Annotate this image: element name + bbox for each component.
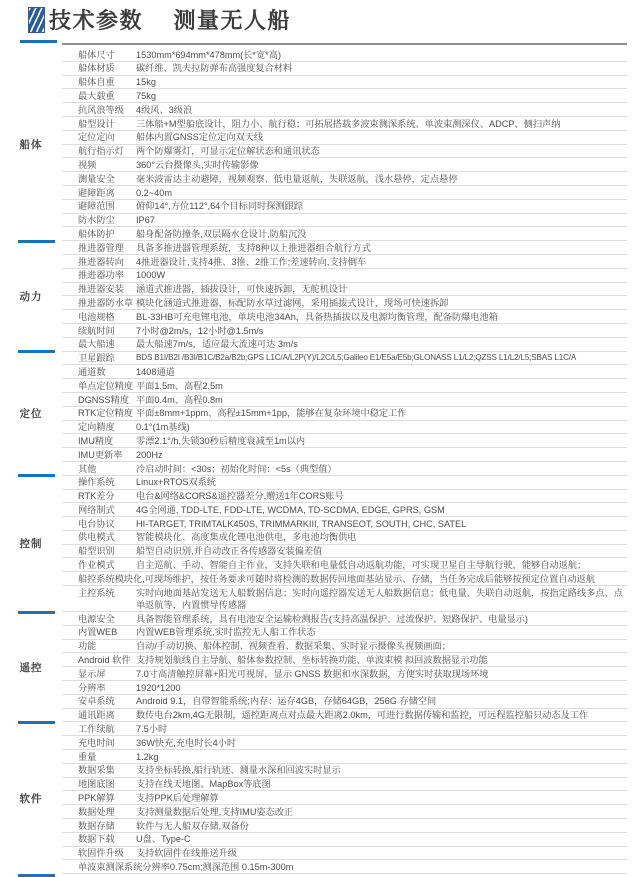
row-label: 工作续航	[78, 724, 115, 735]
table-row	[62, 338, 627, 352]
row-label: 视频	[78, 159, 97, 170]
table-row	[62, 352, 627, 366]
row-label: 推进器防水草	[78, 297, 134, 308]
row-label: 显示屏	[78, 668, 106, 679]
row-value: 平面0.4m、高程0.8m	[136, 394, 223, 405]
table-row	[62, 517, 627, 531]
row-value: 36W快充,充电时长4小时	[136, 737, 237, 748]
row-label: 充电时间	[78, 737, 115, 748]
row-value: 1.2kg	[136, 751, 159, 762]
table-row	[62, 722, 627, 736]
title-row	[49, 4, 291, 35]
row-label: 续航时间	[78, 325, 115, 336]
section-rows	[62, 352, 627, 476]
section-software	[0, 722, 634, 874]
row-value: 可现场维护，按任务要求可随时将检测的数据传回地面基站显示、存储，当任务完成后能够按预定位置自动返航	[144, 573, 596, 584]
row-label: 通道数	[78, 366, 106, 377]
row-label: 电池规格	[78, 311, 115, 322]
row-label: 船体防护	[78, 228, 115, 239]
table-row	[62, 227, 627, 241]
table-row	[62, 172, 627, 186]
row-label: 防水防尘	[78, 215, 115, 226]
section-label: 动力	[19, 290, 43, 303]
section-rows	[62, 241, 627, 351]
row-value: 200Hz	[136, 449, 163, 460]
table-row	[62, 626, 627, 640]
row-value: 三体船+M型船底设计，阻力小、航行稳；可拓展搭载多波束测深系统、单波束测深仪、ADCP、侧扫声纳	[136, 118, 561, 129]
section-side-column	[0, 352, 62, 476]
section-side-column	[0, 612, 62, 722]
row-label: IMU更新率	[78, 449, 123, 460]
row-value: 支持软固件在线推送升级	[136, 848, 238, 859]
row-label: 定向精度	[78, 422, 115, 433]
row-label: 船体自重	[78, 77, 115, 88]
table-row	[62, 681, 627, 695]
table-row	[62, 145, 627, 159]
row-value: 分辨率0.75cm;测深范围 0.15m-300m	[142, 862, 294, 873]
section-label: 遥控	[19, 661, 43, 674]
row-label: 通讯距离	[78, 710, 115, 721]
section-remote-control	[0, 612, 634, 722]
row-label: RTK定位精度	[78, 408, 133, 419]
row-value: 7.5小时	[136, 724, 168, 735]
row-label: 最大载重	[78, 90, 115, 101]
row-value: 自主巡航、手动、智能自主作业，支持失联和电量低自动返航功能，可实现卫星自主导航行驶，能够自动返航；	[136, 560, 587, 571]
row-label: 网络制式	[78, 504, 115, 515]
section-rows	[62, 722, 627, 874]
table-row	[62, 103, 627, 117]
row-value: 0.2~40m	[136, 187, 173, 198]
row-label: 软固件升级	[78, 848, 124, 859]
row-value: 毫米波雷达主动避障，视频观察、低电量返航，失联返航，浅水悬停，定点悬停	[136, 173, 458, 184]
row-label: DGNSS精度	[78, 394, 130, 405]
section-label: 船体	[19, 139, 43, 152]
row-value: 75kg	[136, 90, 156, 101]
page-subtitle: 测量无人船	[173, 8, 291, 33]
row-label: 避障距离	[78, 187, 115, 198]
table-row	[62, 89, 627, 103]
table-row	[62, 241, 627, 255]
row-value: 7小时@2m/s，12小时@1.5m/s	[136, 325, 264, 336]
section-side-column	[0, 722, 62, 874]
row-label: 数据采集	[78, 765, 115, 776]
spec-table	[0, 48, 634, 877]
row-label: 推进器功率	[78, 270, 124, 281]
table-row	[62, 448, 627, 462]
table-row	[62, 612, 627, 626]
row-label: 测量安全	[78, 173, 115, 184]
row-value: 7.0寸高清触控屏幕+阳光可视屏，显示 GNSS 数据和水深数据，方便实时获取现场环境	[136, 668, 489, 679]
row-value: 具备多推进器管理系统，支持8种以上推进器组合航行方式	[136, 242, 371, 253]
table-row	[62, 545, 627, 559]
row-value: 1000W	[136, 270, 166, 281]
row-label: 作业模式	[78, 560, 115, 571]
table-row	[62, 476, 627, 490]
row-value: 软件与无人船双存储,双备份	[136, 820, 249, 831]
logo-underline-bar	[20, 40, 57, 43]
row-value: 船身配备防撞条,双层隔水仓设计,防船沉没	[136, 228, 307, 239]
table-row	[62, 186, 627, 200]
section-power	[0, 241, 634, 351]
row-value: 碳纤维、凯夫拉防弹布高强度复合材料	[136, 63, 293, 74]
table-row	[62, 750, 627, 764]
table-row	[62, 695, 627, 709]
row-label: 主控系统	[78, 587, 115, 598]
section-side-column	[0, 241, 62, 351]
row-value: 船体内置GNSS定位定向双天线	[136, 132, 264, 143]
row-value: 4推进器设计,支持4推、3推、2推工作;差速转向,支持倒车	[136, 256, 367, 267]
row-value: 实时向地面基站发送无人船数据信息；实时向遥控器发送无人船数据信息；低电量、失联自动返航，按指定路线多点、点单返航等，内置惯导传感器	[136, 587, 623, 610]
row-label: 供电模式	[78, 532, 115, 543]
table-row	[62, 296, 627, 310]
row-label: 船体尺寸	[78, 49, 115, 60]
table-row	[62, 778, 627, 792]
row-value: 自动/手动切换、船体控制、视频查看、数据采集、实时显示摄像头视频画面；	[136, 641, 451, 652]
table-row	[62, 393, 627, 407]
table-row	[62, 117, 627, 131]
row-label: 单波束测深系统	[78, 862, 143, 873]
row-label: 地图底图	[78, 779, 115, 790]
row-label: Android 软件	[78, 655, 131, 666]
row-value: HI-TARGET, TRIMTALK450S, TRIMMARKIII, TRANSEOT, SOUTH, CHC, SATEL	[136, 518, 467, 529]
row-value: 数传电台2km,4G无限制，遥控距离点对点最大距离2.0km，可进行数据传输和监控，可远程监控船只动态及工作	[136, 710, 589, 721]
row-label: RTK差分	[78, 491, 115, 502]
row-value: 支持规划航线自主导航、船体参数控制、坐标转换功能、单波束模 拟回波数据显示功能	[136, 655, 488, 666]
row-value: 支持测量数据后处理,支持IMU姿态改正	[136, 806, 294, 817]
row-value: 4G全网通, TDD-LTE, FDD-LTE, WCDMA, TD-SCDMA, EDGE, GPRS, GSM	[136, 504, 445, 515]
table-row	[62, 214, 627, 228]
table-row	[62, 709, 627, 723]
row-label: 定位定向	[78, 132, 115, 143]
table-row	[62, 48, 627, 62]
row-value: 0.1°(1m基线)	[136, 422, 190, 433]
row-value: 平面±8mm+1ppm、高程±15mm+1pp，能够在复杂环境中稳定工作	[136, 408, 407, 419]
row-label: 数据下载	[78, 834, 115, 845]
table-row	[62, 819, 627, 833]
row-value: BDS B1I/B2I /B3I/B1C/B2a/B2b;GPS L1C/A/L2P(Y)/L2C/L5;Galileo E1/E5a/E5b;GLONASS L1/L2;QZSS L1/L2/L5;SBAS L1C/A	[136, 353, 577, 363]
row-label: 避障范围	[78, 201, 115, 212]
row-value: 两个防爆雾灯，可显示定位解状态和通讯状态	[136, 146, 320, 157]
table-row	[62, 640, 627, 654]
table-row	[62, 586, 627, 612]
row-value: U盘、Type-C	[136, 834, 191, 845]
row-label: 电台协议	[78, 518, 115, 529]
section-label: 软件	[19, 792, 43, 805]
table-row	[62, 572, 627, 586]
section-hull	[0, 48, 634, 241]
page-title: 技术参数	[49, 8, 144, 33]
row-label: 船控系统模块化,	[78, 573, 145, 584]
row-label: 船型设计	[78, 118, 115, 129]
section-positioning	[0, 352, 634, 476]
table-row	[62, 490, 627, 504]
table-row	[62, 833, 627, 847]
row-value: 零漂2.1°/h,失锁30秒后精度衰减至1m以内	[136, 435, 306, 446]
row-label: 推进器安装	[78, 284, 124, 295]
table-row	[62, 200, 627, 214]
row-value: 俯仰14°,方位112°,64个目标同时探测跟踪	[136, 201, 303, 212]
row-value: 360°云台摄像头,实时传输影像	[136, 159, 259, 170]
row-label: 推进器管理	[78, 242, 124, 253]
table-row	[62, 76, 627, 90]
table-row	[62, 462, 627, 476]
row-label: 船型识别	[78, 546, 115, 557]
row-value: Linux+RTOS双系统	[136, 477, 217, 488]
row-label: 内置WEB	[78, 627, 118, 638]
section-control	[0, 476, 634, 612]
row-label: 安卓系统	[78, 696, 115, 707]
table-row	[62, 667, 627, 681]
table-row	[62, 379, 627, 393]
section-label: 定位	[19, 408, 43, 421]
row-value: 冷启动时间：<30s；初始化时间：<5s（典型值）	[136, 463, 337, 474]
table-row	[62, 805, 627, 819]
section-rows	[62, 612, 627, 722]
row-value: IP67	[136, 215, 155, 226]
row-label: IMU精度	[78, 435, 114, 446]
table-row	[62, 131, 627, 145]
row-label: 功能	[78, 641, 97, 652]
row-label: PPK解算	[78, 793, 115, 804]
section-label: 控制	[19, 538, 43, 551]
table-row	[62, 269, 627, 283]
table-row	[62, 62, 627, 76]
table-row	[62, 847, 627, 861]
row-value: 电台&网络&CORS&遥控器差分,赠送1年CORS账号	[136, 491, 344, 502]
row-value: 支持在线天地图、MapBox等底图	[136, 779, 271, 790]
table-row	[62, 653, 627, 667]
row-value: 内置WEB管理系统,实时监控无人船工作状态	[136, 627, 316, 638]
row-label: 最大船速	[78, 339, 115, 350]
table-row	[62, 736, 627, 750]
row-value: 1530mm*694mm*478mm(长*宽*高)	[136, 49, 281, 60]
table-row	[62, 283, 627, 297]
row-label: 操作系统	[78, 477, 115, 488]
row-value: BL-33HB可充电锂电池，单块电池34Ah，具备热插拔以及电源均衡管理，配备防爆电池箱	[136, 311, 498, 322]
section-side-column	[0, 48, 62, 241]
row-value: 1920*1200	[136, 682, 181, 693]
row-label: 船体材质	[78, 63, 115, 74]
row-value: 具备智能管理系统，具有电池安全运输检测报告(支持高温保护、过流保护、短路保护、电量显示)	[136, 613, 528, 624]
row-label: 其他	[78, 463, 97, 474]
row-label: 推进器转向	[78, 256, 124, 267]
table-row	[62, 310, 627, 324]
row-value: 15kg	[136, 77, 156, 88]
table-row	[62, 558, 627, 572]
row-label: 分辨率	[78, 682, 106, 693]
row-value: 船型自动识别,并自动改正各传感器安装偏差值	[136, 546, 323, 557]
row-label: 卫星跟踪	[78, 353, 115, 364]
logo-icon	[28, 7, 45, 33]
row-value: 智能模块化、高度集成化锂电池供电，多电池均衡供电	[136, 532, 357, 543]
row-label: 抗风浪等级	[78, 104, 124, 115]
table-row	[62, 860, 627, 874]
row-value: 平面1.5m、高程2.5m	[136, 380, 223, 391]
row-label: 数据存储	[78, 820, 115, 831]
row-label: 数据处理	[78, 806, 115, 817]
table-row	[62, 158, 627, 172]
table-row	[62, 255, 627, 269]
row-value: 涵道式推进器，插拔设计，可快速拆卸，无舵机设计	[136, 284, 348, 295]
section-rows	[62, 476, 627, 612]
table-row	[62, 407, 627, 421]
table-row	[62, 531, 627, 545]
page-header	[0, 0, 634, 43]
row-value: 模块化涵道式推进器，标配防水草过滤网，采用插拔式设计，现场可快速拆卸	[136, 297, 449, 308]
table-top-border	[62, 43, 627, 45]
table-row	[62, 434, 627, 448]
row-value: 1408通道	[136, 366, 175, 377]
table-row	[62, 791, 627, 805]
table-row	[62, 324, 627, 338]
row-label: 航行指示灯	[78, 146, 124, 157]
table-row	[62, 365, 627, 379]
section-side-column	[0, 476, 62, 612]
table-row	[62, 764, 627, 778]
row-value: 最大船速7m/s，适应最大流速可达 3m/s	[136, 339, 298, 350]
row-label: 电源安全	[78, 613, 115, 624]
section-rows	[62, 48, 627, 241]
row-value: 4级风、3级浪	[136, 104, 193, 115]
row-value: 支持坐标转换,船行轨迹、测量水深和回波实时显示	[136, 765, 341, 776]
row-value: Android 9.1，自带智能系统;内存：运存4GB，存储64GB，256G 存储空间	[136, 696, 437, 707]
row-value: 支持PPK后处理解算	[136, 793, 219, 804]
row-label: 重量	[78, 751, 97, 762]
row-label: 单点定位精度	[78, 380, 134, 391]
table-row	[62, 421, 627, 435]
table-row	[62, 503, 627, 517]
